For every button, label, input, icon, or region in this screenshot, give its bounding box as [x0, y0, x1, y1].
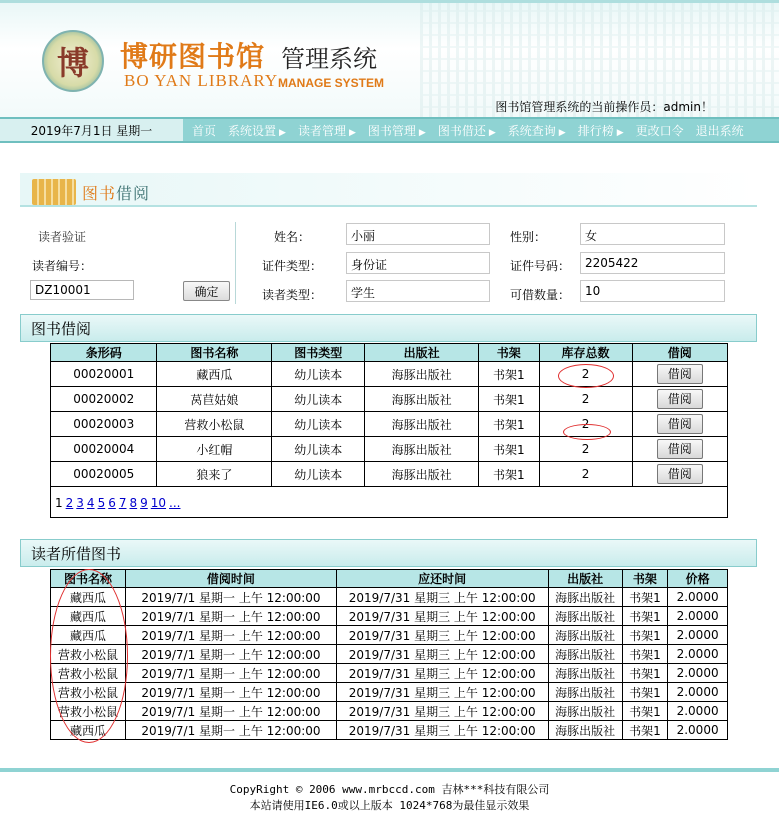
footer-browser-note: 本站请使用IE6.0或以上版本 1024*768为最佳显示效果	[249, 799, 530, 812]
can-borrow-field: 10	[580, 280, 725, 302]
table-cell: 2.0000	[668, 645, 728, 664]
verify-label: 读者验证	[38, 230, 87, 244]
can-borrow-label: 可借数量：	[510, 288, 571, 302]
borrow-col-header: 图书名称	[157, 344, 272, 362]
table-cell	[632, 462, 727, 487]
caret-right-icon: ▶	[488, 127, 496, 138]
nav-item-label: 系统查询	[507, 123, 556, 138]
table-cell: 2.0000	[668, 683, 728, 702]
table-cell: 2	[539, 362, 632, 387]
table-cell: 书架1	[622, 721, 668, 740]
pager-link[interactable]: 7	[118, 496, 127, 510]
pager-link[interactable]: 9	[140, 496, 148, 510]
table-cell: 2	[539, 412, 632, 437]
table-cell: 00020001	[51, 362, 157, 387]
table-cell: 2	[539, 437, 632, 462]
table-cell: 海豚出版社	[548, 588, 622, 607]
logo-system-name: 管理系统	[281, 46, 377, 73]
borrowed-table-frame	[50, 569, 728, 740]
panel-title-highlight: 图书	[82, 184, 117, 203]
logo-english-system: MANAGE SYSTEM	[278, 76, 385, 90]
table-cell: 00020004	[51, 437, 157, 462]
library-logo-icon	[42, 30, 104, 92]
current-operator: 图书馆管理系统的当前操作员：admin！	[495, 100, 713, 114]
table-cell: 00020002	[51, 387, 157, 412]
borrowed-col-header: 出版社	[548, 570, 622, 588]
table-cell: 2019/7/1 星期一 上午 12:00:00	[126, 702, 337, 721]
nav-item-6[interactable]	[578, 122, 624, 139]
reader-verify-area	[20, 210, 757, 310]
pager-link[interactable]: 10	[150, 496, 167, 510]
borrow-button[interactable]: 借阅	[657, 464, 703, 484]
borrowed-col-header: 借阅时间	[126, 570, 337, 588]
gender-label: 性别：	[510, 230, 547, 244]
table-cell: 00020005	[51, 462, 157, 487]
table-cell: 藏西瓜	[51, 721, 126, 740]
table-row	[51, 626, 728, 645]
table-row	[51, 702, 728, 721]
table-row	[51, 588, 728, 607]
table-cell: 2.0000	[668, 664, 728, 683]
borrow-button[interactable]: 借阅	[657, 439, 703, 459]
table-cell: 小红帽	[157, 437, 272, 462]
table-cell: 营救小松鼠	[157, 412, 272, 437]
table-cell: 海豚出版社	[548, 721, 622, 740]
caret-right-icon: ▶	[279, 127, 286, 138]
id-no-field: 2205422	[580, 252, 725, 274]
nav-item-1[interactable]	[228, 122, 286, 139]
table-cell: 营救小松鼠	[51, 664, 126, 683]
table-cell: 2019/7/1 星期一 上午 12:00:00	[126, 607, 337, 626]
table-cell: 书架1	[622, 683, 668, 702]
panel-title-bar	[20, 173, 757, 207]
name-label: 姓名：	[274, 230, 311, 244]
table-row	[51, 437, 728, 462]
table-cell: 藏西瓜	[51, 588, 126, 607]
borrow-section-title: 图书借阅	[20, 314, 757, 342]
table-row	[51, 664, 728, 683]
gender-field: 女	[580, 223, 725, 245]
borrowed-col-header: 价格	[668, 570, 728, 588]
table-row	[51, 721, 728, 740]
table-cell: 海豚出版社	[548, 626, 622, 645]
table-cell: 2	[539, 462, 632, 487]
table-cell: 2019/7/31 星期三 上午 12:00:00	[336, 588, 548, 607]
table-row	[51, 412, 728, 437]
table-cell: 2019/7/1 星期一 上午 12:00:00	[126, 626, 337, 645]
footer	[0, 782, 779, 814]
table-cell: 幼儿读本	[272, 412, 365, 437]
borrowed-table-header	[51, 570, 728, 588]
table-cell: 书架1	[479, 412, 539, 437]
caret-right-icon: ▶	[418, 127, 426, 138]
footer-copyright: CopyRight © 2006 www.mrbccd.com 吉林***科技有限公司	[229, 783, 550, 796]
pager-link[interactable]: 8	[129, 496, 138, 510]
borrow-col-header: 库存总数	[539, 344, 632, 362]
table-cell: 书架1	[622, 626, 668, 645]
table-cell: 2.0000	[668, 626, 728, 645]
borrow-col-header: 出版社	[365, 344, 479, 362]
reader-type-label: 读者类型：	[262, 288, 323, 302]
pager-link[interactable]: ...	[169, 496, 181, 510]
borrow-col-header: 条形码	[51, 344, 157, 362]
panel-title	[82, 181, 150, 204]
nav-item-0[interactable]	[192, 122, 216, 139]
table-cell: 海豚出版社	[365, 387, 479, 412]
pager-link[interactable]: 3	[76, 496, 84, 510]
table-cell	[632, 387, 727, 412]
table-row	[51, 607, 728, 626]
table-cell: 藏西瓜	[157, 362, 272, 387]
pager	[55, 496, 184, 510]
logo-chinese-name: 博研图书馆	[120, 40, 266, 73]
nav-items	[186, 119, 750, 141]
table-row	[51, 462, 728, 487]
caret-right-icon: ▶	[616, 127, 624, 138]
table-cell: 书架1	[622, 645, 668, 664]
table-cell: 00020003	[51, 412, 157, 437]
current-date: 2019年7月1日 星期一	[0, 119, 183, 141]
table-cell: 幼儿读本	[272, 362, 365, 387]
table-cell: 海豚出版社	[365, 362, 479, 387]
nav-item-8[interactable]	[696, 122, 744, 139]
table-cell: 海豚出版社	[548, 702, 622, 721]
panel-title-rest: 借阅	[116, 184, 151, 203]
table-row	[51, 683, 728, 702]
borrow-col-header: 书架	[479, 344, 539, 362]
table-cell: 藏西瓜	[51, 626, 126, 645]
table-cell: 海豚出版社	[548, 683, 622, 702]
table-cell: 书架1	[479, 387, 539, 412]
nav-item-5[interactable]	[508, 122, 566, 139]
nav-item-label: 读者管理	[297, 123, 346, 138]
caret-right-icon: ▶	[558, 127, 566, 138]
table-cell: 营救小松鼠	[51, 683, 126, 702]
nav-item-2[interactable]	[298, 122, 356, 139]
table-cell: 书架1	[622, 664, 668, 683]
books-icon	[32, 179, 76, 205]
id-no-label: 证件号码：	[510, 259, 571, 273]
table-cell: 海豚出版社	[365, 412, 479, 437]
table-cell: 幼儿读本	[272, 462, 365, 487]
nav-item-label: 系统设置	[228, 123, 277, 138]
borrow-button[interactable]: 借阅	[657, 389, 703, 409]
borrow-col-header: 图书类型	[272, 344, 365, 362]
logo-glyph: 博	[56, 44, 89, 82]
table-cell: 2019/7/1 星期一 上午 12:00:00	[126, 664, 337, 683]
reader-no-label: 读者编号：	[32, 259, 93, 273]
pager-current: 1	[55, 496, 63, 510]
logo-english-name: BO YAN LIBRARY	[124, 71, 279, 90]
table-cell: 书架1	[622, 702, 668, 721]
table-cell: 莴苣姑娘	[157, 387, 272, 412]
table-row	[51, 362, 728, 387]
id-type-field: 身份证	[346, 252, 490, 274]
footer-divider	[0, 768, 779, 772]
table-cell: 海豚出版社	[365, 437, 479, 462]
table-cell: 2019/7/31 星期三 上午 12:00:00	[336, 721, 548, 740]
borrow-table-frame	[50, 343, 728, 518]
nav-item-3[interactable]	[368, 122, 426, 139]
borrow-table-header	[51, 344, 728, 362]
table-cell: 书架1	[479, 437, 539, 462]
table-cell: 2019/7/1 星期一 上午 12:00:00	[126, 683, 337, 702]
caret-right-icon: ▶	[348, 127, 356, 138]
name-field: 小丽	[346, 223, 490, 245]
nav-item-label: 排行榜	[577, 123, 614, 138]
reader-no-input[interactable]	[30, 280, 134, 300]
table-cell: 海豚出版社	[548, 607, 622, 626]
pager-link[interactable]: 4	[86, 496, 95, 510]
pager-link[interactable]: 2	[65, 496, 74, 510]
confirm-button[interactable]: 确定	[183, 281, 230, 301]
table-cell: 营救小松鼠	[51, 645, 126, 664]
table-cell: 营救小松鼠	[51, 702, 126, 721]
nav-item-label: 图书借还	[437, 123, 486, 138]
table-cell: 书架1	[479, 462, 539, 487]
table-cell: 2	[539, 387, 632, 412]
table-cell: 藏西瓜	[51, 607, 126, 626]
borrowed-col-header: 图书名称	[51, 570, 126, 588]
borrowed-section-title: 读者所借图书	[20, 539, 757, 567]
table-cell: 2019/7/31 星期三 上午 12:00:00	[336, 702, 548, 721]
table-cell: 2.0000	[668, 607, 728, 626]
borrowed-table	[50, 569, 728, 740]
table-cell: 2019/7/31 星期三 上午 12:00:00	[336, 683, 548, 702]
pager-link[interactable]: 5	[97, 496, 106, 510]
table-cell: 书架1	[622, 607, 668, 626]
table-cell	[632, 362, 727, 387]
table-cell: 2019/7/31 星期三 上午 12:00:00	[336, 607, 548, 626]
table-cell: 2.0000	[668, 588, 728, 607]
borrow-table	[50, 343, 728, 487]
table-cell: 幼儿读本	[272, 387, 365, 412]
id-type-label: 证件类型：	[262, 259, 323, 273]
table-cell: 2.0000	[668, 702, 728, 721]
site-header	[0, 0, 779, 117]
reader-type-field: 学生	[346, 280, 490, 302]
borrow-col-header: 借阅	[632, 344, 727, 362]
nav-item-4[interactable]	[438, 122, 496, 139]
nav-item-label: 退出系统	[695, 123, 744, 138]
nav-item-label: 更改口令	[635, 123, 684, 138]
borrowed-col-header: 应还时间	[336, 570, 548, 588]
table-cell: 2019/7/1 星期一 上午 12:00:00	[126, 645, 337, 664]
table-cell: 2019/7/1 星期一 上午 12:00:00	[126, 721, 337, 740]
table-cell	[632, 437, 727, 462]
nav-item-7[interactable]	[636, 122, 684, 139]
main-nav	[0, 117, 779, 143]
nav-item-label: 首页	[192, 123, 217, 138]
borrow-button[interactable]: 借阅	[657, 414, 703, 434]
table-cell: 海豚出版社	[548, 664, 622, 683]
borrow-button[interactable]: 借阅	[657, 364, 703, 384]
table-cell: 幼儿读本	[272, 437, 365, 462]
table-cell	[632, 412, 727, 437]
table-cell: 书架1	[479, 362, 539, 387]
table-row	[51, 387, 728, 412]
table-cell: 2019/7/31 星期三 上午 12:00:00	[336, 664, 548, 683]
table-cell: 2019/7/31 星期三 上午 12:00:00	[336, 645, 548, 664]
table-cell: 2019/7/1 星期一 上午 12:00:00	[126, 588, 337, 607]
nav-item-label: 图书管理	[367, 123, 416, 138]
table-cell: 书架1	[622, 588, 668, 607]
table-cell: 海豚出版社	[365, 462, 479, 487]
table-cell: 狼来了	[157, 462, 272, 487]
pager-link[interactable]: 6	[108, 496, 116, 510]
table-cell: 2019/7/31 星期三 上午 12:00:00	[336, 626, 548, 645]
divider	[235, 222, 236, 304]
table-cell: 海豚出版社	[548, 645, 622, 664]
borrowed-col-header: 书架	[622, 570, 668, 588]
table-row	[51, 645, 728, 664]
table-cell: 2.0000	[668, 721, 728, 740]
